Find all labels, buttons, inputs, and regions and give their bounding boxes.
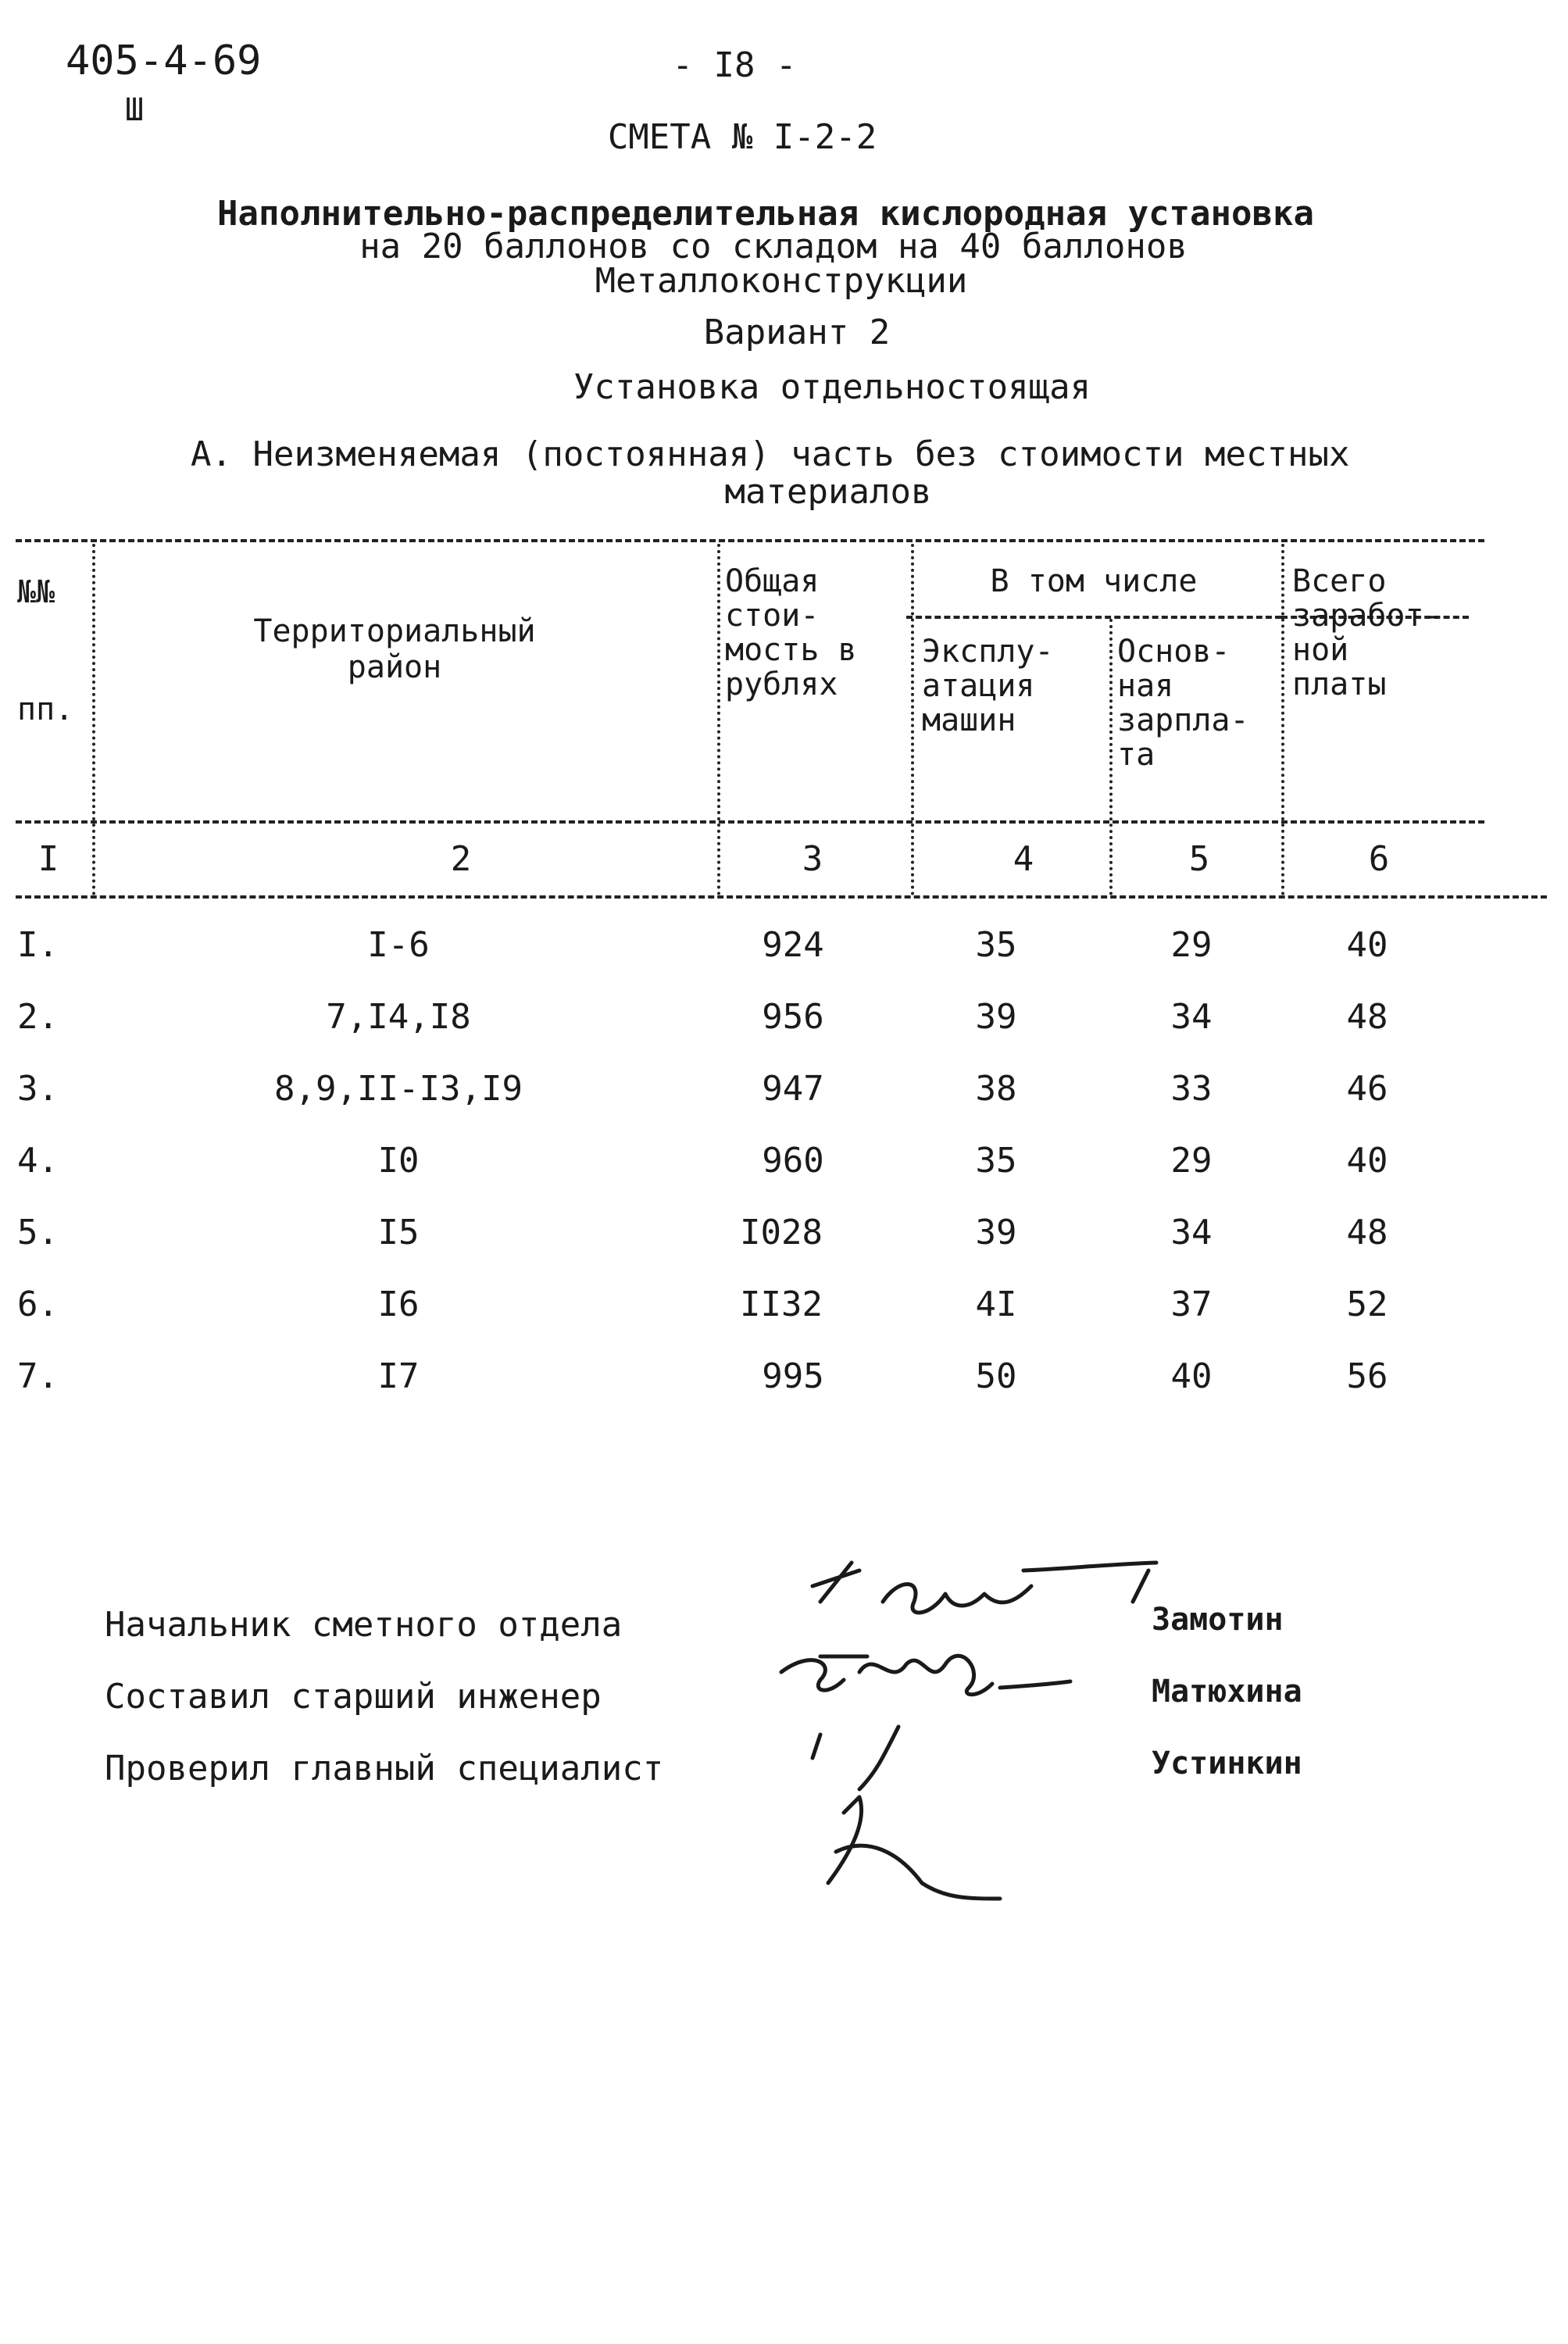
variant-title: Вариант 2 — [703, 313, 891, 352]
header-total-cost-4: рублях — [725, 666, 838, 702]
row-number: 7. — [17, 1356, 59, 1396]
row-total: II32 — [740, 1285, 823, 1324]
header-total-cost-1: Общая — [725, 563, 820, 599]
page-number: - I8 - — [672, 45, 797, 85]
row-salary: 29 — [1170, 1141, 1213, 1181]
row-wages: 48 — [1346, 1213, 1388, 1252]
column-number-3: 3 — [802, 839, 823, 879]
header-machines-3: машин — [922, 702, 1016, 738]
header-total-cost-2: стои- — [725, 598, 820, 634]
row-wages: 40 — [1346, 1141, 1388, 1181]
column-divider-2 — [717, 544, 720, 895]
column-numbers-rule — [16, 895, 1547, 899]
title-line-1: Наполнительно-распределительная кислородная установка — [217, 194, 1314, 234]
row-wages: 56 — [1346, 1356, 1388, 1396]
header-wages-1: Всего — [1292, 563, 1387, 599]
row-salary: 34 — [1170, 997, 1213, 1037]
estimate-title: СМЕТА № I-2-2 — [607, 117, 877, 157]
row-salary: 33 — [1170, 1069, 1213, 1109]
header-number-b: пп. — [17, 691, 74, 727]
row-machines: 39 — [975, 1213, 1017, 1252]
row-region: I0 — [377, 1141, 420, 1181]
header-number-a: №№ — [17, 574, 55, 610]
document-mark: Ш — [125, 92, 145, 128]
title-line-3: Металлоконструкции — [595, 261, 968, 301]
handwritten-signatures — [766, 1555, 1203, 1930]
row-machines: 35 — [975, 925, 1017, 965]
row-total: 947 — [762, 1069, 824, 1109]
header-total-cost-3: мость в — [725, 632, 857, 668]
header-machines-2: атация — [922, 668, 1035, 704]
row-region: 7,I4,I8 — [326, 997, 471, 1037]
row-machines: 38 — [975, 1069, 1017, 1109]
row-wages: 48 — [1346, 997, 1388, 1037]
row-wages: 40 — [1346, 925, 1388, 965]
signature-1-stroke — [813, 1563, 1156, 1613]
column-divider-3 — [911, 544, 914, 895]
header-wages-4: платы — [1292, 666, 1387, 702]
row-number: 2. — [17, 997, 59, 1037]
header-machines-1: Эксплу- — [922, 634, 1054, 670]
row-machines: 35 — [975, 1141, 1017, 1181]
title-line-2: на 20 баллонов со складом на 40 баллонов — [359, 227, 1188, 266]
row-salary: 34 — [1170, 1213, 1213, 1252]
section-title-line-2: материалов — [724, 472, 932, 512]
row-number: 4. — [17, 1141, 59, 1181]
row-region: I-6 — [367, 925, 430, 965]
signature-name-2: Матюхина — [1152, 1674, 1302, 1710]
column-number-5: 5 — [1188, 839, 1210, 879]
header-bottom-rule — [16, 820, 1484, 824]
signature-role-3: Проверил главный специалист — [105, 1749, 664, 1788]
table-top-rule — [16, 539, 1484, 542]
header-salary-1: Основ- — [1117, 634, 1230, 670]
row-number: I. — [17, 925, 59, 965]
header-salary-4: та — [1117, 737, 1155, 773]
header-region-b: район — [347, 649, 442, 685]
header-salary-2: ная — [1117, 668, 1174, 704]
row-wages: 52 — [1346, 1285, 1388, 1324]
row-total: I028 — [740, 1213, 823, 1252]
row-region: I6 — [377, 1285, 420, 1324]
row-total: 995 — [762, 1356, 824, 1396]
header-region-a: Территориальный — [253, 613, 536, 649]
column-number-6: 6 — [1368, 839, 1390, 879]
row-region: I5 — [377, 1213, 420, 1252]
row-total: 924 — [762, 925, 824, 965]
group-subrule — [906, 616, 1281, 619]
row-number: 3. — [17, 1069, 59, 1109]
row-number: 5. — [17, 1213, 59, 1252]
header-salary-3: зарпла- — [1117, 702, 1249, 738]
column-divider-5 — [1281, 544, 1284, 895]
signature-3-stroke — [813, 1727, 1000, 1899]
row-wages: 46 — [1346, 1069, 1388, 1109]
column-divider-4 — [1109, 619, 1113, 895]
column-number-2: 2 — [450, 839, 472, 879]
signature-role-1: Начальник сметного отдела — [105, 1605, 623, 1645]
row-salary: 29 — [1170, 925, 1213, 965]
row-region: I7 — [377, 1356, 420, 1396]
row-machines: 4I — [975, 1285, 1017, 1324]
column-number-1: I — [38, 839, 59, 879]
row-total: 956 — [762, 997, 824, 1037]
row-machines: 39 — [975, 997, 1017, 1037]
signature-role-2: Составил старший инженер — [105, 1677, 602, 1717]
row-machines: 50 — [975, 1356, 1017, 1396]
row-number: 6. — [17, 1285, 59, 1324]
header-group: В том числе — [990, 563, 1198, 599]
header-wages-2: заработ- — [1292, 598, 1443, 634]
section-title-line-1: А. Неизменяемая (постоянная) часть без стоимости местных — [191, 434, 1350, 474]
signature-name-3: Устинкин — [1152, 1745, 1302, 1781]
document-code: 405-4-69 — [66, 38, 262, 84]
row-salary: 40 — [1170, 1356, 1213, 1396]
signature-name-1: Замотин — [1152, 1602, 1284, 1638]
row-region: 8,9,II-I3,I9 — [274, 1069, 523, 1109]
installation-title: Установка отдельностоящая — [573, 367, 1091, 407]
column-divider-1 — [92, 544, 95, 895]
signature-2-stroke — [781, 1656, 1070, 1695]
header-wages-3: ной — [1292, 632, 1349, 668]
row-salary: 37 — [1170, 1285, 1213, 1324]
row-total: 960 — [762, 1141, 824, 1181]
column-number-4: 4 — [1013, 839, 1034, 879]
